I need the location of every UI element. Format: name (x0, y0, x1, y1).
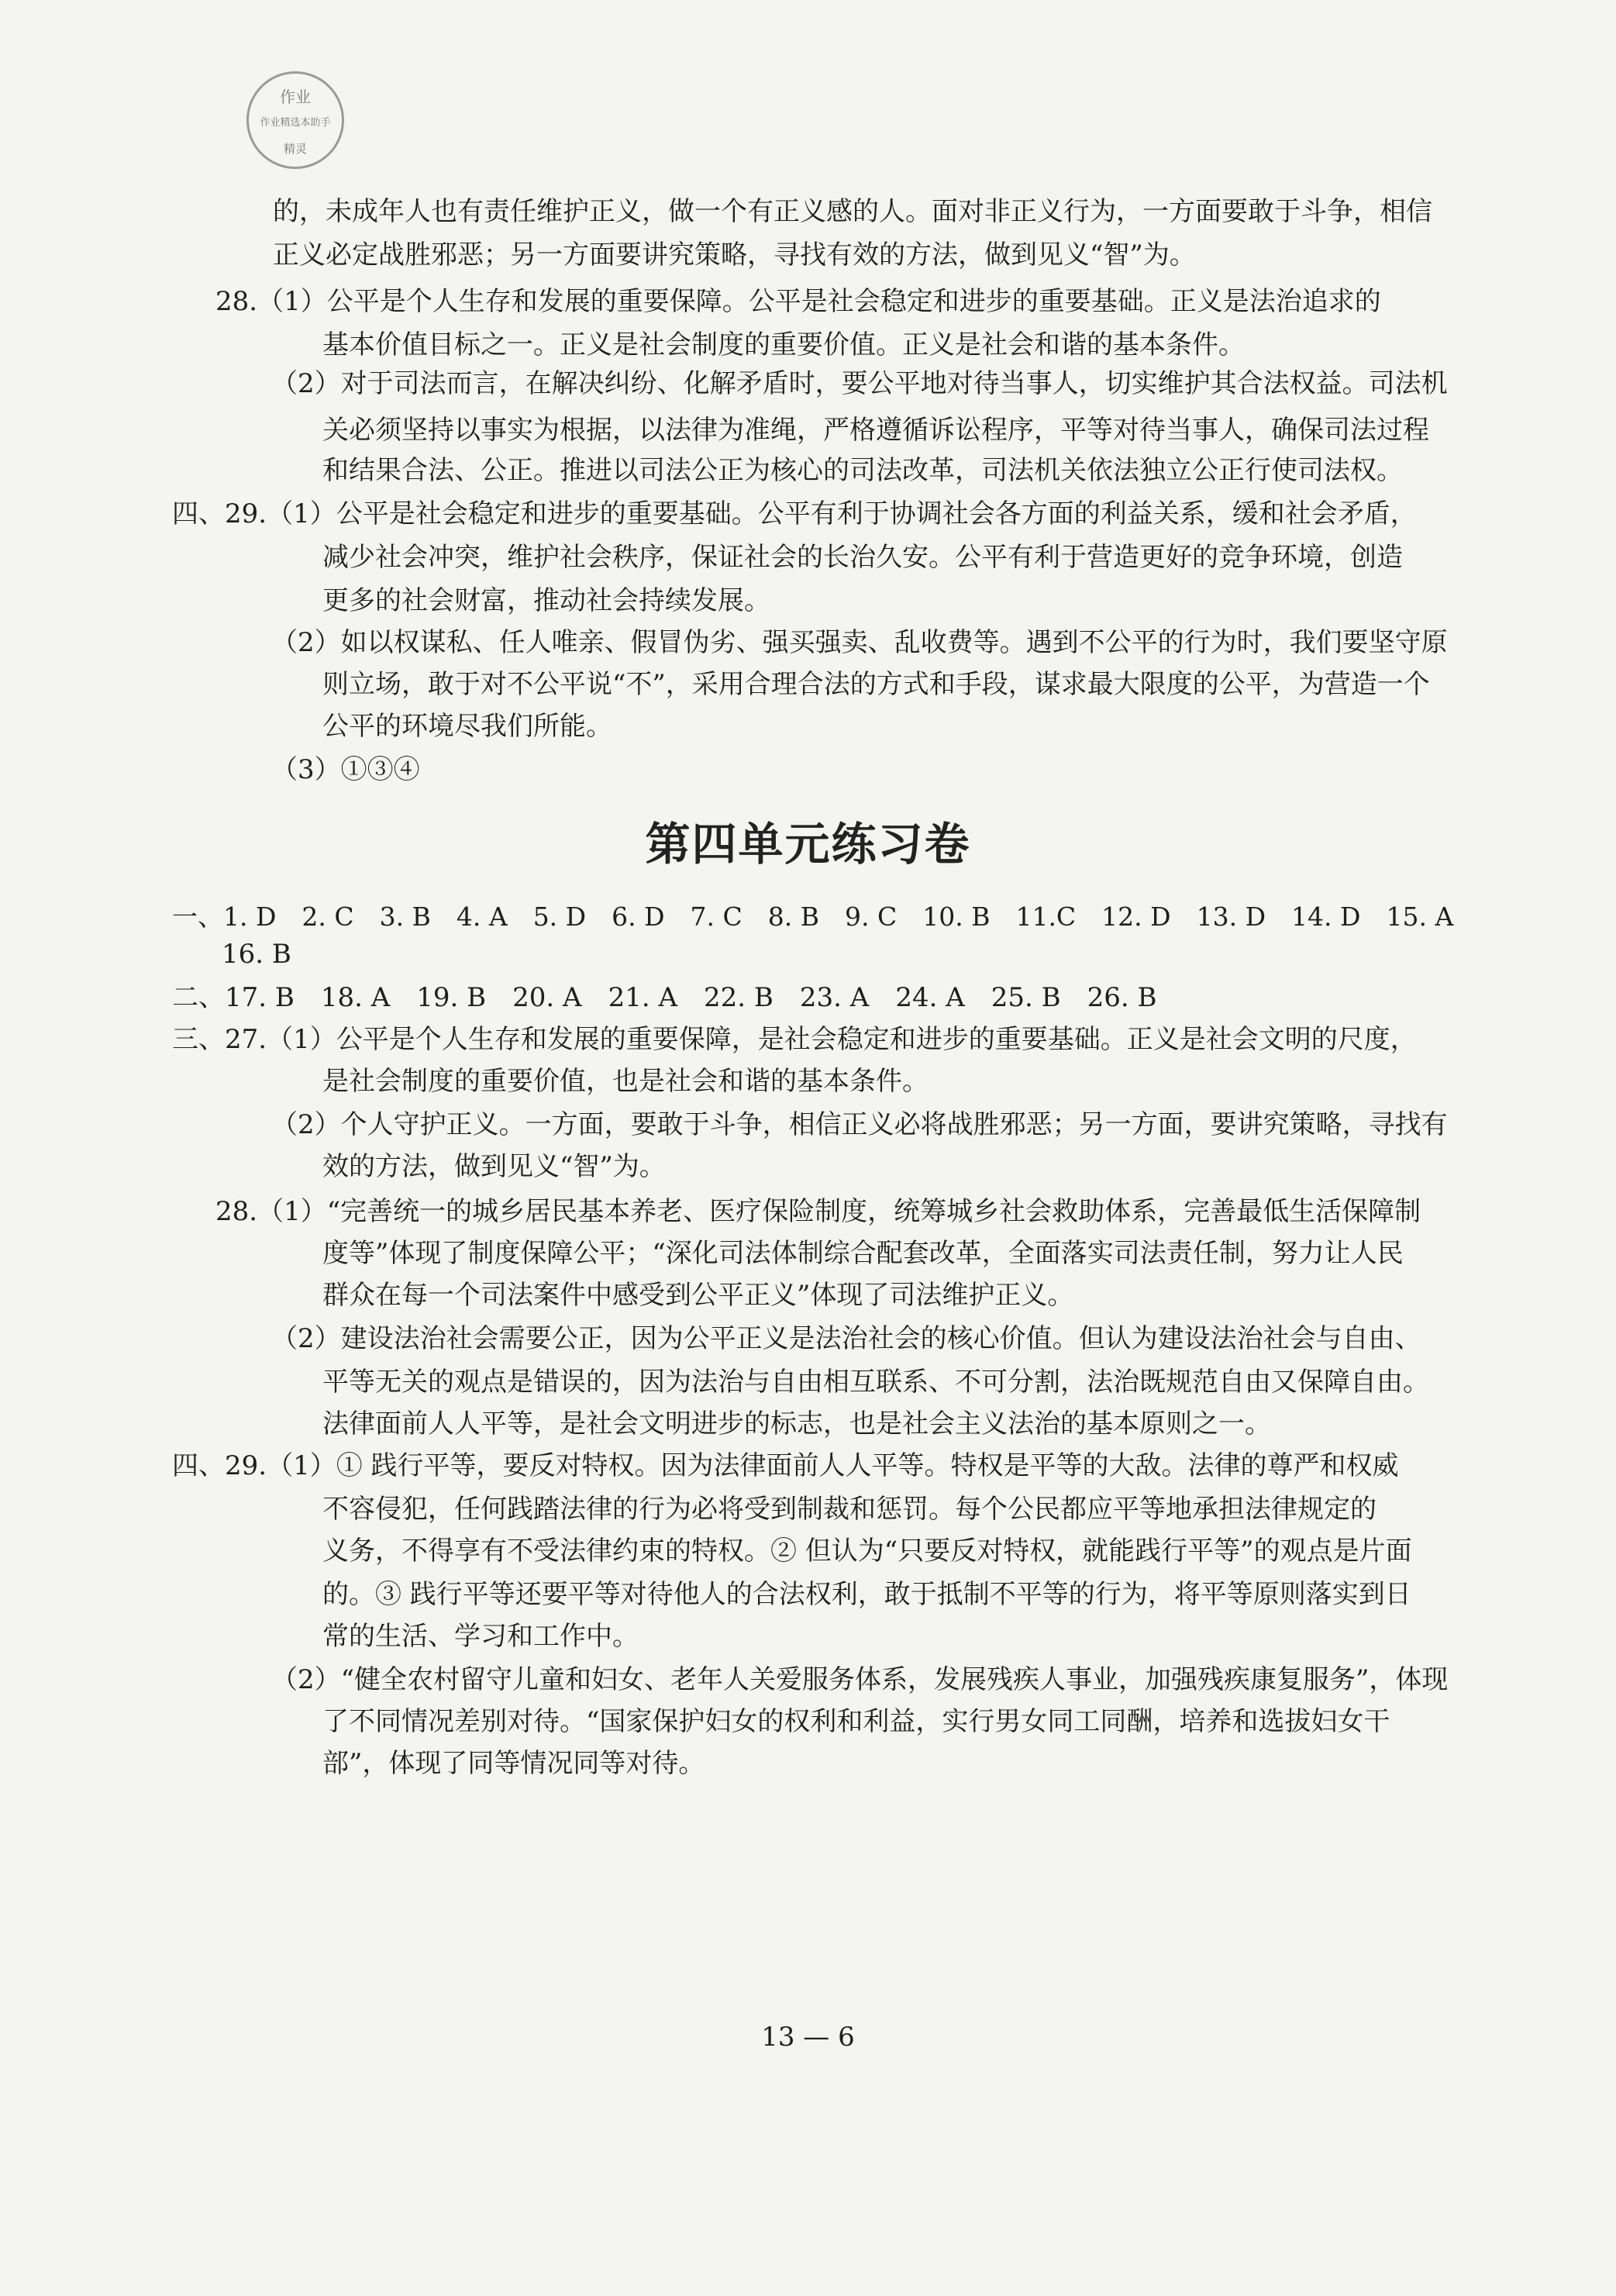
text-line: 公平的环境尽我们所能。 (322, 711, 612, 742)
text-line: 一、1. D 2. C 3. B 4. A 5. D 6. D 7. C 8. B 9. C 10. B 11.C 12. D 13. D 14. D 15. A (172, 902, 1454, 932)
text-line: 减少社会冲突，维护社会秩序，保证社会的长治久安。公平有利于营造更好的竞争环境，创造 (322, 542, 1403, 573)
text-line: 更多的社会财富，推动社会持续发展。 (322, 585, 770, 616)
watermark-stamp (246, 71, 344, 169)
text-line: （2）个人守护正义。一方面，要敢于斗争，相信正义必将战胜邪恶；另一方面，要讲究策略，寻找有 (271, 1109, 1448, 1140)
text-line: 四、29.（1）① 践行平等，要反对特权。因为法律面前人人平等。特权是平等的大敌。法律的尊严和权威 (172, 1450, 1399, 1481)
text-line: 三、27.（1）公平是个人生存和发展的重要保障，是社会稳定和进步的重要基础。正义是社会文明的尺度， (172, 1024, 1417, 1055)
text-line: 常的生活、学习和工作中。 (322, 1621, 639, 1652)
text-line: 基本价值目标之一。正义是社会制度的重要价值。正义是社会和谐的基本条件。 (322, 329, 1245, 360)
text-line: 度等”体现了制度保障公平；“深化司法体制综合配套改革，全面落实司法责任制，努力让人民 (322, 1238, 1404, 1269)
text-line: （2）“健全农村留守儿童和妇女、老年人关爱服务体系，发展残疾人事业，加强残疾康复服务”，体现 (271, 1664, 1449, 1695)
text-line: 则立场，敢于对不公平说“不”，采用合理合法的方式和手段，谋求最大限度的公平，为营造一个 (322, 669, 1430, 700)
text-line: （2）对于司法而言，在解决纠纷、化解矛盾时，要公平地对待当事人，切实维护其合法权益。司法机 (271, 368, 1448, 399)
section-title: 第四单元练习卷 (645, 818, 971, 870)
page-number: 13 — 6 (761, 2022, 855, 2053)
text-line: 四、29.（1）公平是社会稳定和进步的重要基础。公平有利于协调社会各方面的利益关系，缓和社会矛盾， (172, 498, 1417, 529)
text-line: 平等无关的观点是错误的，因为法治与自由相互联系、不可分割，法治既规范自由又保障自由。 (322, 1367, 1429, 1398)
text-line: （3）①③④ (271, 754, 420, 785)
text-line: 28.（1）“完善统一的城乡居民基本养老、医疗保险制度，统筹城乡社会救助体系，完善最低生活保障制 (215, 1196, 1421, 1227)
text-line: 和结果合法、公正。推进以司法公正为核心的司法改革，司法机关依法独立公正行使司法权。 (322, 455, 1403, 486)
text-line: 关必须坚持以事实为根据，以法律为准绳，严格遵循诉讼程序，平等对待当事人，确保司法过程 (322, 415, 1429, 446)
stamp-text-bottom: 精灵 (283, 142, 307, 156)
text-line: （2）如以权谋私、任人唯亲、假冒伪劣、强买强卖、乱收费等。遇到不公平的行为时，我们要坚守原 (271, 627, 1448, 658)
text-line: 28.（1）公平是个人生存和发展的重要保障。公平是社会稳定和进步的重要基础。正义是法治追求的 (215, 286, 1381, 317)
text-line: 部”，体现了同等情况同等对待。 (322, 1748, 705, 1779)
text-line: 的。③ 践行平等还要平等对待他人的合法权利，敢于抵制不平等的行为，将平等原则落实到日 (322, 1579, 1411, 1610)
text-line: 群众在每一个司法案件中感受到公平正义”体现了司法维护正义。 (322, 1280, 1074, 1311)
text-line: （2）建设法治社会需要公正，因为公平正义是法治社会的核心价值。但认为建设法治社会与自由、 (271, 1323, 1421, 1354)
text-line: 的，未成年人也有责任维护正义，做一个有正义感的人。面对非正义行为，一方面要敢于斗争，相信 (273, 196, 1432, 227)
text-line: 是社会制度的重要价值，也是社会和谐的基本条件。 (322, 1066, 929, 1097)
text-line: 效的方法，做到见义“智”为。 (322, 1151, 666, 1182)
text-line: 了不同情况差别对待。“国家保护妇女的权利和利益，实行男女同工同酬，培养和选拔妇女干 (322, 1706, 1390, 1737)
text-line: 不容侵犯，任何践踏法律的行为必将受到制裁和惩罚。每个公民都应平等地承担法律规定的 (322, 1494, 1377, 1525)
text-line: 法律面前人人平等，是社会文明进步的标志，也是社会主义法治的基本原则之一。 (322, 1408, 1271, 1439)
text-line: 义务，不得享有不受法律约束的特权。② 但认为“只要反对特权，就能践行平等”的观点是片面 (322, 1536, 1412, 1567)
text-line: 二、17. B 18. A 19. B 20. A 21. A 22. B 23. A 24. A 25. B 26. B (172, 982, 1157, 1013)
text-line: 正义必定战胜邪恶；另一方面要讲究策略，寻找有效的方法，做到见义“智”为。 (273, 240, 1196, 271)
stamp-text-middle: 作业精选本助手 (260, 117, 331, 129)
stamp-text-top: 作业 (280, 88, 311, 106)
text-line: 16. B (222, 939, 291, 970)
